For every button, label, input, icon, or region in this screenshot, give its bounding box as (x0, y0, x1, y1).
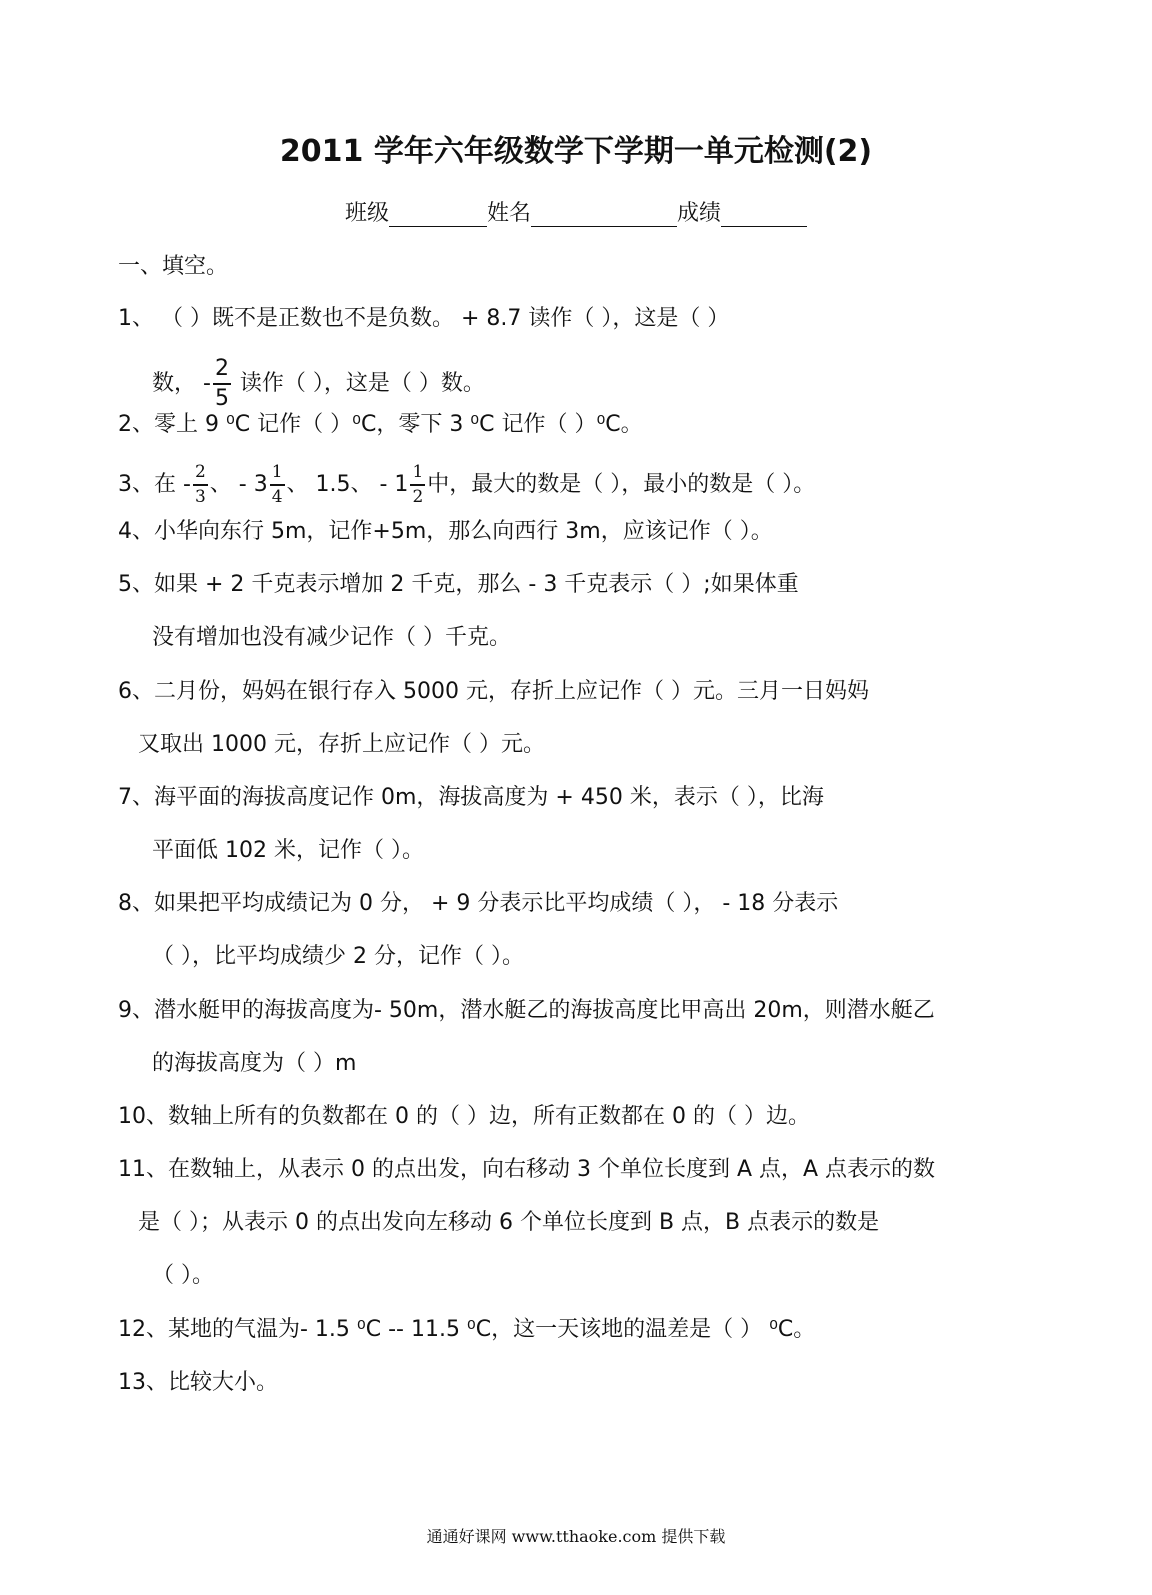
question-11-line-3: （ ）。 (152, 1263, 214, 1288)
question-8-line-2: （ ），比平均成绩少 2 分，记作（ ）。 (152, 944, 524, 969)
class-blank[interactable] (389, 202, 487, 227)
score-label: 成绩 (677, 201, 722, 226)
section-heading: 一、填空。 (118, 254, 229, 279)
q1-prefix: 数， - (152, 371, 211, 396)
score-blank[interactable] (721, 202, 807, 227)
q3-mid-1: 、 - 3 (209, 472, 268, 497)
question-10: 10、数轴上所有的负数都在 0 的（ ）边，所有正数都在 0 的（ ）边。 (118, 1104, 810, 1129)
question-11-line-2: 是（ ）；从表示 0 的点出发向左移动 6 个单位长度到 B 点，B 点表示的数是 (138, 1210, 880, 1235)
question-9-line-1: 9、潜水艇甲的海拔高度为- 50m，潜水艇乙的海拔高度比甲高出 20m，则潜水艇乙 (118, 998, 935, 1023)
fraction-2-5: $\frac{2}{5}$ (214, 356, 229, 411)
question-4: 4、小华向东行 5m，记作+5m，那么向西行 3m，应该记作（ ）。 (118, 519, 773, 544)
question-9-line-2: 的海拔高度为（ ）m (152, 1051, 357, 1076)
question-8-line-1: 8、如果把平均成绩记为 0 分， + 9 分表示比平均成绩（ ）， - 18 分表示 (118, 891, 839, 916)
question-13: 13、比较大小。 (118, 1370, 278, 1395)
q3-mid-2: 、 1.5、 - 1 (286, 472, 409, 497)
question-7-line-2: 平面低 102 米，记作（ ）。 (152, 838, 424, 863)
question-12: 12、某地的气温为- 1.5 ⁰C -- 11.5 ⁰C，这一天该地的温差是（ ） ⁰C。 (118, 1317, 816, 1342)
fraction-1-4: $\frac{1}{4}$ (271, 462, 283, 507)
question-1-line-2 (152, 358, 485, 410)
question-5-line-2: 没有增加也没有减少记作（ ）千克。 (152, 625, 511, 650)
footer-credit: 通通好课网 www.tthaoke.com 提供下载 (426, 1527, 726, 1546)
fraction-1-2: $\frac{1}{2}$ (412, 462, 424, 507)
question-3 (118, 464, 815, 506)
q1-suffix: 读作（ ），这是（ ）数。 (232, 371, 485, 396)
name-label: 姓名 (486, 201, 531, 226)
name-blank[interactable] (531, 202, 677, 227)
question-11-line-1: 11、在数轴上，从表示 0 的点出发，向右移动 3 个单位长度到 A 点，A 点表示的数 (118, 1157, 936, 1182)
q3-suffix: 中，最大的数是（ ），最小的数是（ ）。 (427, 472, 816, 497)
question-6-line-2: 又取出 1000 元，存折上应记作（ ）元。 (138, 732, 545, 757)
question-6-line-1: 6、二月份，妈妈在银行存入 5000 元，存折上应记作（ ）元。三月一日妈妈 (118, 679, 869, 704)
question-1-line-1: 1、 （ ）既不是正数也不是负数。 + 8.7 读作（ ），这是（ ） (118, 306, 730, 331)
question-2: 2、零上 9 ⁰C 记作（ ）⁰C，零下 3 ⁰C 记作（ ）⁰C。 (118, 412, 643, 437)
student-info-line (0, 196, 1152, 227)
class-label: 班级 (344, 201, 389, 226)
page-title: 2011 学年六年级数学下学期一单元检测(2) (279, 134, 873, 169)
question-7-line-1: 7、海平面的海拔高度记作 0m，海拔高度为 + 450 米，表示（ ），比海 (118, 785, 824, 810)
fraction-2-3: $\frac{2}{3}$ (194, 462, 206, 507)
question-5-line-1: 5、如果 + 2 千克表示增加 2 千克，那么 - 3 千克表示（ ）;如果体重 (118, 572, 799, 597)
q3-prefix: 3、在 - (118, 472, 191, 497)
